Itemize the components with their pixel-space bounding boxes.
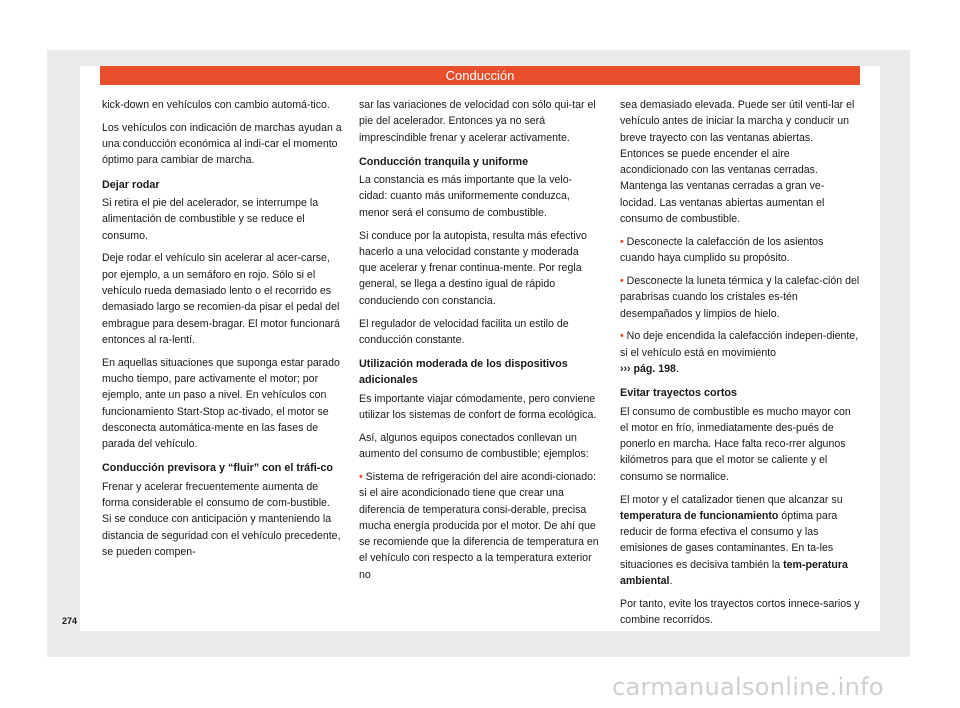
bullet-text: Desconecte la calefacción de los asientos cuando haya cumplido su propósito. (620, 235, 824, 265)
bold-term: temperatura de funcionamiento (620, 509, 779, 522)
paragraph: Así, algunos equipos conectados conllevan un aumento del consumo de combustible; ejemplos: (359, 431, 589, 461)
paragraph: La constancia es más importante que la velo-cidad: cuanto más uniformemente conduzca, menor será el consumo de combustible. (359, 174, 573, 219)
text-run: El motor y el catalizador tienen que alcanzar su (620, 493, 843, 506)
paragraph: kick-down en vehículos con cambio automá-tico. (102, 99, 330, 111)
bullet-item (359, 469, 599, 583)
bullet-text: Sistema de refrigeración del aire acondi-cionado: si el aire acondicionado tiene que crear una diferencia de temperatura consi-derable, precisa mucha energía producida por el motor. De ahí que se recomiende que la diferencia de temperatura en el vehículo con respecto a la temperatura exterior no (359, 470, 599, 581)
paragraph: En aquellas situaciones que suponga estar parado mucho tiempo, pare activamente el motor; por ejemplo, ante un paso a nivel. En vehículos con funcionamiento Start-Stop ac-tivado, el motor se desconecta automática-mente en las fases de parada del vehículo. (102, 356, 340, 451)
text-column-1 (102, 97, 342, 567)
section-heading: Conducción tranquila y uniforme (359, 155, 529, 168)
paragraph: Los vehículos con indicación de marchas ayudan a una conducción económica al indi-car el momento óptimo para cambiar de marcha. (102, 121, 342, 167)
paragraph: Frenar y acelerar frecuentemente aumenta de forma considerable el consumo de com-bustible. Si se conduce con anticipación y manteniendo la distancia de seguridad con el vehículo precedente, se pueden compen- (102, 480, 341, 558)
section-heading: Evitar trayectos cortos (620, 387, 738, 400)
bullet-icon: • (620, 274, 624, 287)
paragraph: El regulador de velocidad facilita un estilo de conducción constante. (359, 317, 569, 346)
bullet-item (620, 328, 860, 377)
paragraph: Deje rodar el vehículo sin acelerar al acer-carse, por ejemplo, a un semáforo en rojo. Sólo si el vehículo rueda demasiado lento o el recorrido es demasiado largo se recomien-da pisar el pedal del embrague para desem-bragar. El motor funcionará entonces al ra-lentí. (102, 252, 340, 346)
paragraph: sea demasiado elevada. Puede ser útil venti-lar el vehículo antes de iniciar la marcha y conducir un breve trayecto con las ventanas abiertas. Entonces se puede encender el aire acondicionado con las ventanas cerradas. Mantenga las ventanas cerradas a gran ve-locidad. Las ventanas abiertas aumentan el consumo de combustible. (620, 99, 855, 226)
punctuation: . (675, 362, 679, 375)
section-heading: Utilización moderada de los dispositivos adicionales (359, 358, 568, 387)
punctuation: . (669, 575, 673, 588)
page-reference-link[interactable]: ››› pág. 198 (620, 362, 676, 375)
text-column-3 (620, 97, 860, 635)
bullet-text: Desconecte la luneta térmica y la calefac-ción del parabrisas cuando los cristales es-tén desempañados y limpios de hielo. (620, 274, 860, 320)
text-column-2 (359, 97, 599, 590)
bold-term: tem-peratura ambiental (620, 558, 848, 588)
section-heading: Conducción previsora y “fluir” con el tráfi-co (102, 462, 333, 475)
bullet-icon: • (620, 235, 624, 248)
watermark: carmanualsonline.info (612, 673, 884, 701)
bullet-text: No deje encendida la calefacción indepen-diente, si el vehículo está en movimiento (620, 330, 859, 359)
paragraph: Por tanto, evite los trayectos cortos innece-sarios y combine recorridos. (620, 597, 860, 627)
section-heading: Dejar rodar (102, 178, 160, 191)
paragraph: Si retira el pie del acelerador, se interrumpe la alimentación de combustible y se reduce el consumo. (102, 196, 319, 242)
paragraph: sar las variaciones de velocidad con sólo qui-tar el pie del acelerador. Entonces ya no será imprescindible frenar y acelerar activamente. (359, 99, 596, 144)
paragraph (620, 492, 860, 590)
bullet-item (620, 234, 860, 267)
text-run: óptima para reducir de forma efectiva el consumo y las emisiones de gases contaminantes. En ta-les situaciones es decisiva también la (620, 509, 838, 571)
bullet-icon: • (359, 470, 363, 483)
bullet-item (620, 273, 860, 322)
paragraph: Es importante viajar cómodamente, pero conviene utilizar los sistemas de confort de forma ecológica. (359, 392, 597, 422)
bullet-icon: • (620, 330, 624, 343)
page-number: 274 (62, 616, 78, 626)
paragraph: El consumo de combustible es mucho mayor con el motor en frío, inmediatamente des-pués de ponerlo en marcha. Hace falta reco-rrer algunos kilómetros para que el motor se caliente y el consumo se normalice. (620, 405, 851, 483)
section-header: Conducción (100, 66, 860, 85)
paragraph: Si conduce por la autopista, resulta más efectivo hacerlo a una velocidad constante y moderada que acelerar y frenar continua-mente. Por regla general, se llega a destino igual de rápido conduciendo con constancia. (359, 229, 587, 307)
